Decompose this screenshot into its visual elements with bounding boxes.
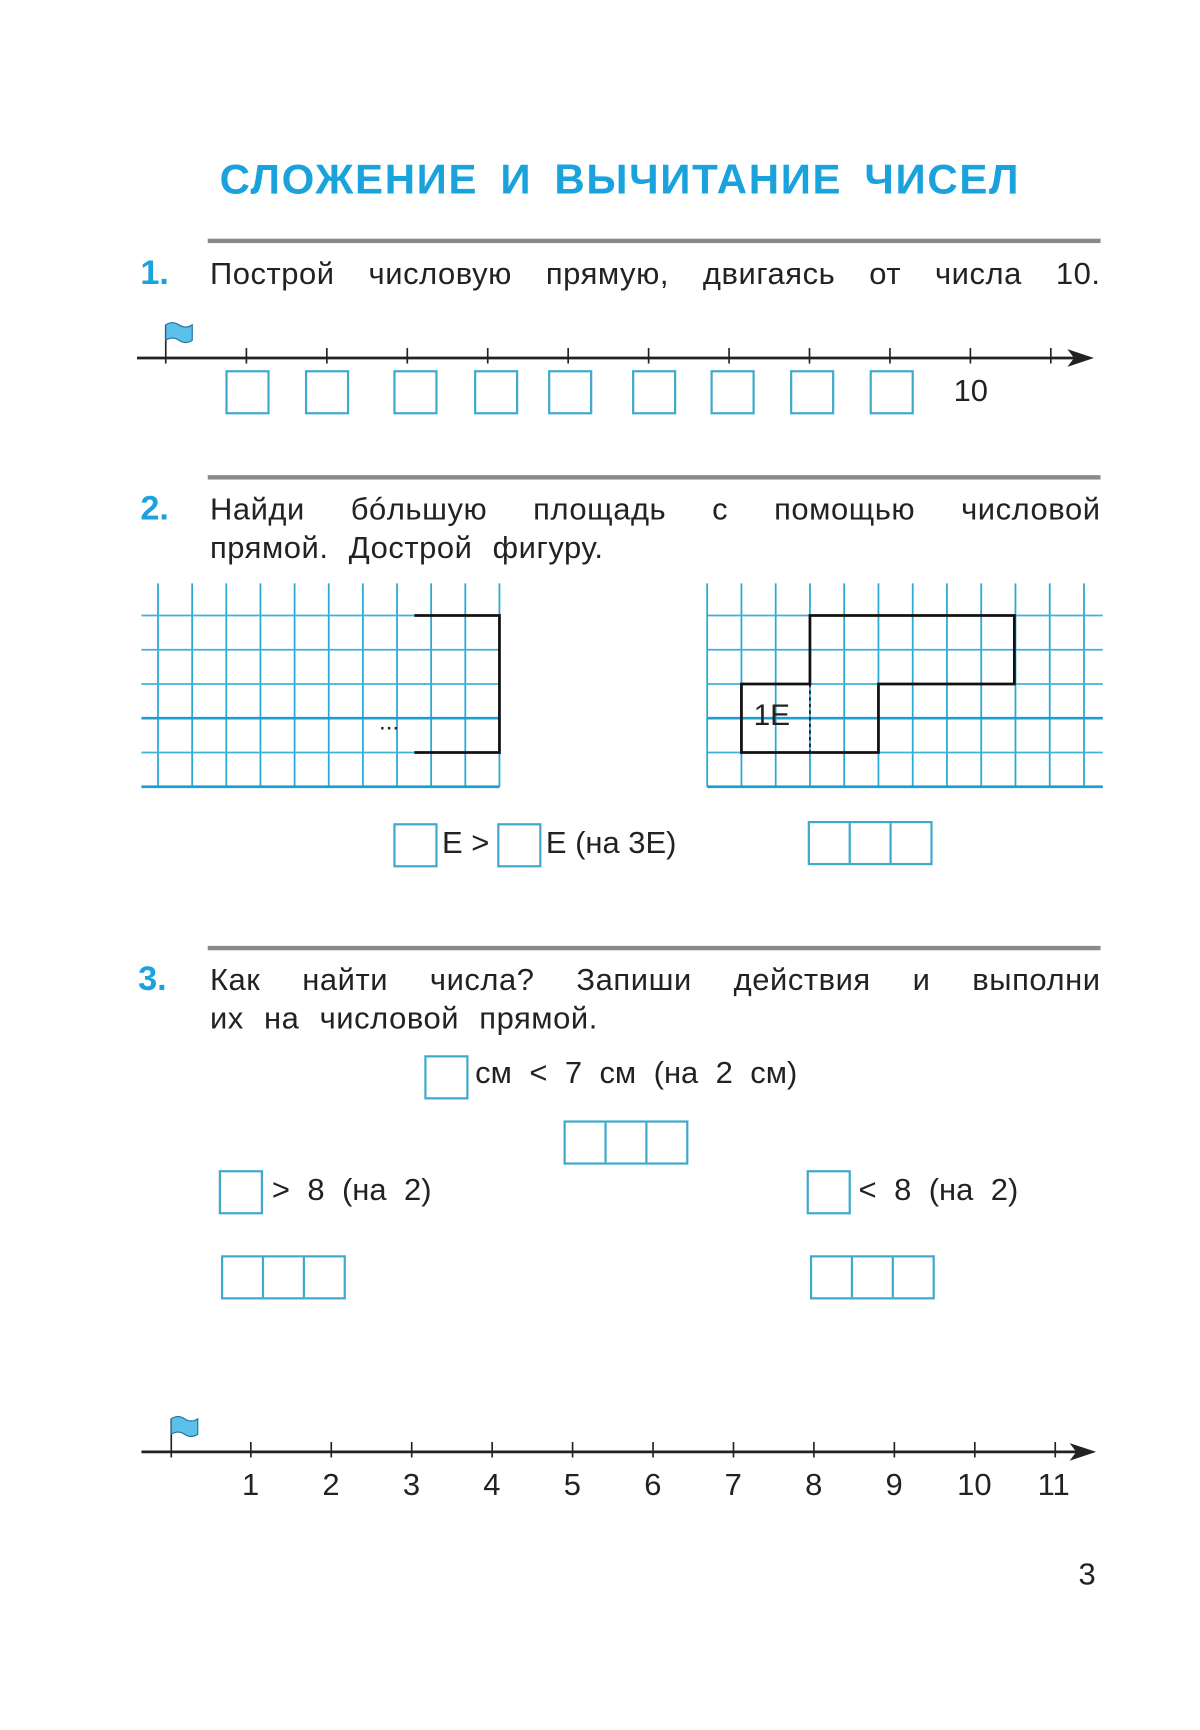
task-text-line: Как найти числа? Запиши действия и выполни xyxy=(209,962,1101,997)
axis-tick-label: 5 xyxy=(563,1467,581,1502)
axis-tick-label: 9 xyxy=(885,1467,903,1502)
equation-text: см < 7 см (на 2 см) xyxy=(475,1055,798,1090)
comparison-text: Е (на 3Е) xyxy=(545,825,677,860)
equation-text: > 8 (на 2) xyxy=(271,1172,432,1207)
axis-tick-label: 3 xyxy=(402,1467,421,1502)
ellipsis: ... xyxy=(379,707,400,735)
comparison-text: Е > xyxy=(441,825,490,860)
flag-icon xyxy=(171,1417,198,1437)
axis-tick-label: 4 xyxy=(483,1467,501,1502)
unit-label: 1Е xyxy=(753,698,791,732)
axis-tick-label: 6 xyxy=(644,1467,662,1502)
axis-tick-label: 10 xyxy=(957,1467,992,1502)
axis-tick-label: 8 xyxy=(805,1467,823,1502)
task-number: 3. xyxy=(138,959,167,998)
task-text-line: прямой. Дострой фигуру. xyxy=(209,530,604,565)
task-number: 2. xyxy=(140,488,169,528)
equation-text: < 8 (на 2) xyxy=(858,1172,1019,1207)
axis-tick-label: 2 xyxy=(322,1467,340,1502)
number-line-end-label: 10 xyxy=(953,373,989,408)
page-title: СЛОЖЕНИЕ И ВЫЧИТАНИЕ ЧИСЕЛ xyxy=(219,156,1021,204)
task-text-line: Найди бóльшую площадь с помощью числовой xyxy=(209,491,1101,526)
axis-tick-label: 1 xyxy=(241,1467,260,1502)
task-text-line: их на числовой прямой. xyxy=(209,1001,598,1036)
page-number: 3 xyxy=(1078,1556,1096,1592)
task-text: Построй числовую прямую, двигаясь от числа 10. xyxy=(209,256,1101,291)
task-number: 1. xyxy=(140,253,169,292)
axis-tick-label: 11 xyxy=(1037,1467,1070,1502)
axis-tick-label: 7 xyxy=(724,1467,742,1502)
